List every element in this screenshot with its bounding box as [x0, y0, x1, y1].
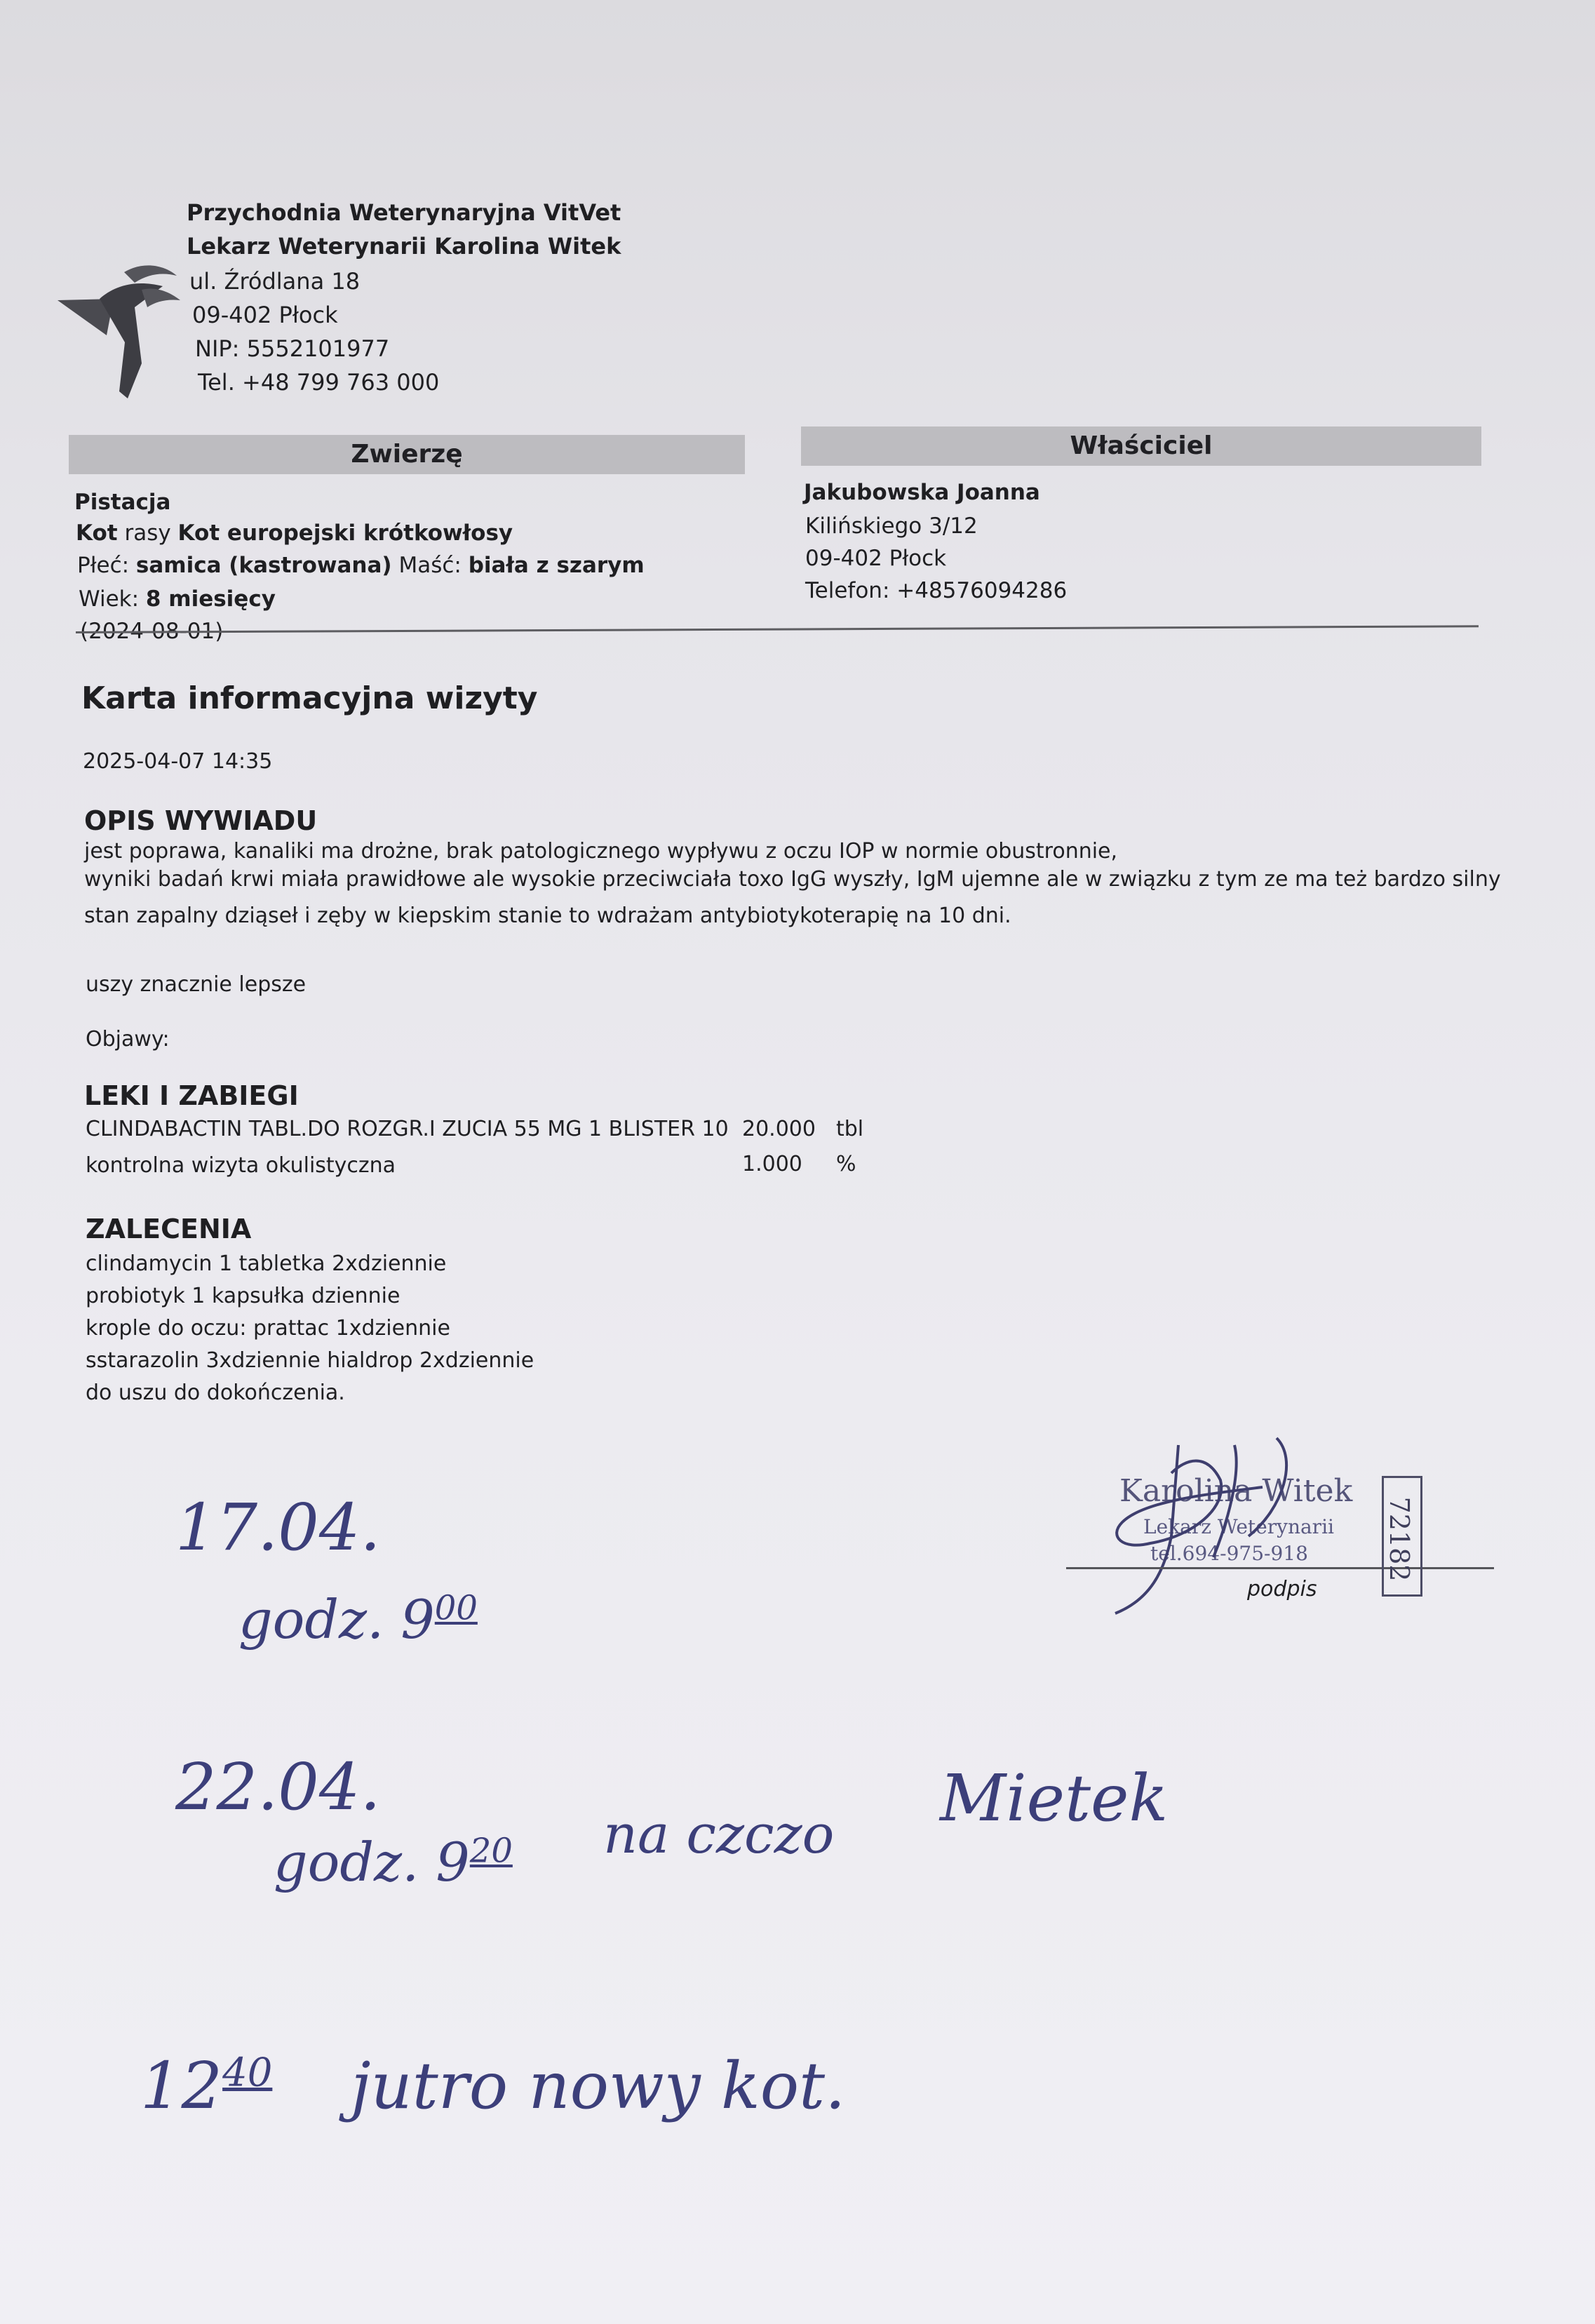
recommendation-line: do uszu do dokończenia.	[86, 1381, 345, 1405]
handwritten-note-3-text: jutro nowy kot.	[351, 2048, 846, 2123]
clinic-logo-icon	[58, 258, 184, 398]
interview-line: jest poprawa, kanaliki ma drożne, brak patologicznego wypływu z oczu IOP w normie obustronnie,	[84, 839, 1118, 864]
handwritten-date-2: 22.04.	[175, 1749, 381, 1825]
license-number: 72182	[1384, 1496, 1415, 1582]
handwritten-time-1-text: godz. 9	[238, 1588, 435, 1651]
treatment-unit: %	[836, 1152, 856, 1176]
handwritten-time-1-minutes: 00	[434, 1588, 478, 1628]
animal-species: Kot	[76, 520, 118, 546]
animal-color-label: Maść:	[391, 553, 469, 578]
animal-age-label: Wiek:	[79, 586, 146, 612]
owner-street: Kilińskiego 3/12	[805, 513, 978, 539]
recommendations-heading: ZALECENIA	[86, 1214, 252, 1244]
visit-title: Karta informacyjna wizyty	[81, 680, 538, 716]
owner-header: Właściciel	[801, 426, 1481, 466]
treatment-name: CLINDABACTIN TABL.DO ROZGR.I ZUCIA 55 MG 1 BLISTER 10	[86, 1117, 729, 1141]
interview-symptoms: Objawy:	[86, 1027, 170, 1052]
treatment-name: kontrolna wizyta okulistyczna	[86, 1153, 396, 1178]
animal-breed: Kot europejski krótkowłosy	[177, 520, 513, 546]
recommendation-line: probiotyk 1 kapsułka dziennie	[86, 1284, 401, 1308]
owner-city: 09-402 Płock	[805, 546, 947, 571]
interview-heading: OPIS WYWIADU	[84, 805, 318, 836]
treatments-heading: LEKI I ZABIEGI	[84, 1080, 299, 1111]
handwritten-note-2-name: Mietek	[940, 1761, 1169, 1836]
treatment-qty: 1.000	[742, 1152, 802, 1176]
handwritten-time-2-text: godz. 9	[274, 1831, 470, 1893]
animal-header: Zwierzę	[69, 435, 745, 474]
interview-line: stan zapalny dziąseł i zęby w kiepskim stanie to wdrażam antybiotykoterapię na 10 dni.	[84, 904, 1011, 928]
stamp-doctor-name: Karolina Witek	[1119, 1473, 1353, 1509]
clinic-city: 09-402 Płock	[192, 302, 338, 328]
stamp-doctor-title: Lekarz Weterynarii	[1143, 1515, 1334, 1538]
handwritten-date-1: 17.04.	[175, 1490, 381, 1565]
animal-name: Pistacja	[74, 490, 171, 515]
treatment-unit: tbl	[836, 1117, 864, 1141]
handwritten-time-3-minutes: 40	[222, 2050, 273, 2096]
animal-breed-label: rasy	[117, 520, 178, 546]
handwritten-time-2	[274, 1831, 513, 1893]
handwritten-time-3	[140, 2048, 272, 2123]
treatment-qty: 20.000	[742, 1117, 816, 1141]
recommendation-line: krople do oczu: prattac 1xdziennie	[86, 1316, 450, 1341]
clinic-address: ul. Źródlana 18	[189, 268, 361, 295]
owner-phone: Telefon: +48576094286	[805, 578, 1068, 603]
animal-birth-date: (2024-08-01)	[80, 619, 224, 644]
recommendation-line: clindamycin 1 tabletka 2xdziennie	[86, 1251, 447, 1276]
animal-breed-line	[76, 516, 513, 550]
signature-line	[1066, 1567, 1494, 1569]
animal-sex-label: Płeć:	[77, 553, 136, 578]
handwritten-time-1	[238, 1588, 478, 1651]
clinic-name: Przychodnia Weterynaryjna VitVet	[187, 199, 621, 226]
animal-sex: samica (kastrowana)	[135, 553, 392, 578]
handwritten-time-3-text: 12	[140, 2048, 223, 2123]
stamp-doctor-phone: tel.694-975-918	[1150, 1542, 1308, 1565]
owner-name: Jakubowska Joanna	[804, 480, 1040, 505]
interview-ears: uszy znacznie lepsze	[86, 972, 307, 997]
handwritten-note-2-text: na czczo	[603, 1803, 835, 1865]
visit-datetime: 2025-04-07 14:35	[83, 749, 273, 774]
signature-label: podpis	[1247, 1577, 1317, 1601]
interview-line: wyniki badań krwi miała prawidłowe ale wysokie przeciwciała toxo IgG wyszły, IgM ujemne ale w związku z tym ze ma też bardzo silny	[84, 867, 1501, 892]
animal-age-line	[79, 582, 276, 616]
animal-sex-line	[77, 549, 645, 582]
clinic-nip: NIP: 5552101977	[195, 335, 390, 362]
clinic-phone: Tel. +48 799 763 000	[198, 369, 440, 396]
recommendation-line: sstarazolin 3xdziennie hialdrop 2xdziennie	[86, 1348, 534, 1373]
clinic-doctor: Lekarz Weterynarii Karolina Witek	[187, 233, 621, 260]
handwritten-time-2-minutes: 20	[469, 1831, 513, 1871]
header-divider	[76, 625, 1479, 633]
animal-color: biała z szarym	[468, 553, 645, 578]
animal-age: 8 miesięcy	[145, 586, 276, 612]
